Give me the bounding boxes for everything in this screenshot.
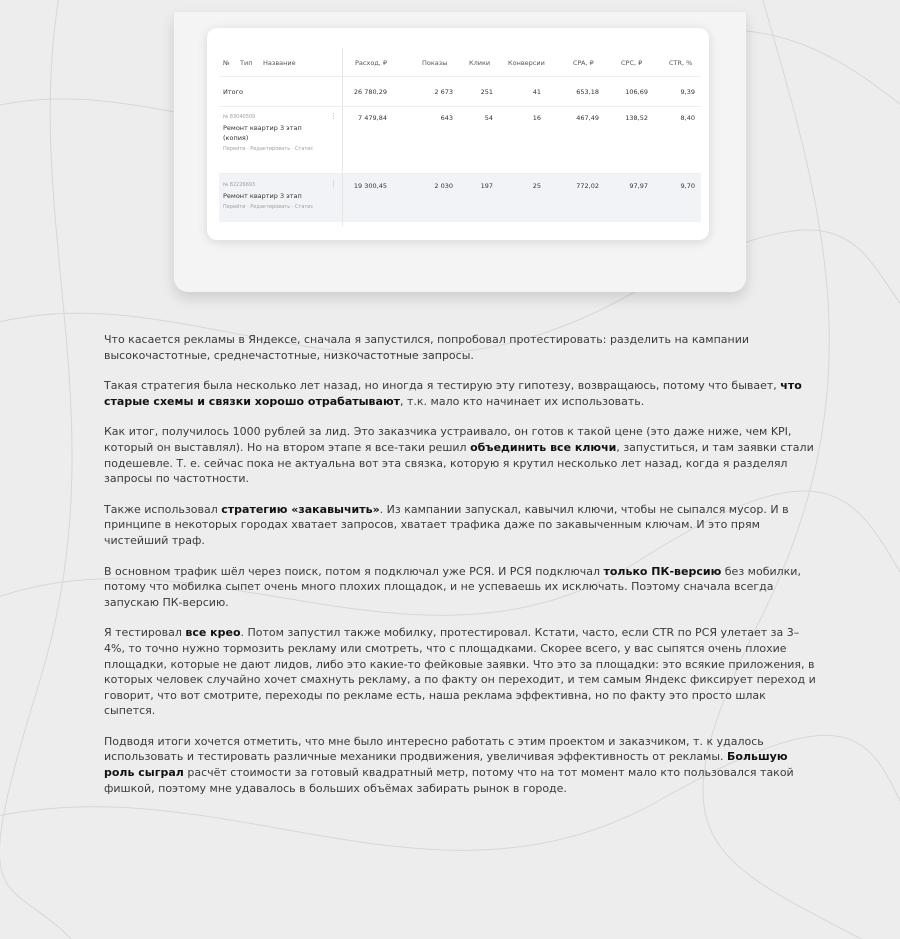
more-icon[interactable]: ⋮ — [330, 180, 337, 188]
article-body — [104, 332, 820, 811]
paragraph-text: , запуститься, и там заявки стали подешевле. Т. е. сейчас пока не актуальна вот эта связка, которую я крутил несколько лет назад, когда я разделял запросы по частотности. — [104, 440, 814, 486]
header-type[interactable]: Тип — [240, 59, 253, 67]
paragraph — [104, 424, 820, 486]
total-label: Итого — [223, 88, 244, 96]
header-divider — [219, 76, 701, 77]
header-clicks[interactable]: Клики — [469, 59, 491, 67]
header-conversions[interactable]: Конверсии — [508, 59, 545, 67]
row-divider — [219, 173, 701, 174]
total-ctr: 9,39 — [680, 88, 695, 96]
row-ctr: 8,40 — [680, 114, 695, 122]
header-spend[interactable]: Расход, ₽ — [355, 59, 388, 67]
paragraph-text: . Из кампании запускал, кавычил ключи, чтобы не сыпался мусор. И в принципе в некоторых городах хватает запросов, хватает трафика даже по закавыченным ключам. И это прям чистейший траф. — [104, 502, 789, 547]
paragraph-text: . Потом запустил также мобилку, протестировал. Кстати, часто, если CTR по РСЯ улетает за 3–4%, то точно нужно тормозить рекламу или смотреть, что с площадками. Скорее всего, у вас сыпятся очень плохие площадки, которые не дают лидов, либо это какие-то фейковые заявки. Что это за площадки: это всякие приложения, в которых человек случайно хочет смахнуть рекламу, а по факту он переходит, и тем самым Яндекс фиксирует переход и говорит, что вот смотрите, переходы по рекламе есть, наша реклама эффективна, но по факту это просто шлак сыпется. — [104, 626, 816, 718]
header-num: № — [223, 59, 230, 67]
paragraph — [104, 564, 820, 611]
campaign-id: № 82226693 — [223, 182, 256, 188]
campaign-id: № 83040509 — [223, 114, 256, 120]
campaign-name[interactable]: Ремонт квартир 3 этап — [223, 124, 302, 132]
paragraph-text: , т.к. мало кто начинает их использовать. — [400, 394, 645, 408]
row-conversions: 25 — [532, 182, 541, 190]
total-cpa: 653,18 — [576, 88, 599, 96]
paragraph-emphasis: стратегию «закавычить» — [221, 502, 380, 516]
row-impressions: 2 030 — [434, 182, 453, 190]
paragraph — [104, 378, 820, 409]
header-cpa[interactable]: CPA, ₽ — [573, 59, 594, 67]
paragraph-text: В основном трафик шёл через поиск, потом я подключал уже РСЯ. И РСЯ подключал — [104, 564, 604, 578]
row-clicks: 54 — [484, 114, 493, 122]
paragraph — [104, 625, 820, 719]
row-conversions: 16 — [532, 114, 541, 122]
paragraph — [104, 502, 820, 549]
paragraph-emphasis: Большую роль сыграл — [104, 750, 788, 780]
paragraph-text: Также использовал — [104, 502, 222, 516]
total-impressions: 2 673 — [434, 88, 453, 96]
header-impressions[interactable]: Показы — [422, 59, 448, 67]
row-spend: 7 479,84 — [358, 114, 387, 122]
paragraph-text: расчёт стоимости за готовый квадратный метр, потому что на тот момент мало кто пользовался такой фишкой, поэтому мне удавалось в больших объёмах забирать рынок в городе. — [104, 766, 794, 795]
paragraph-text: Что касается рекламы в Яндексе, сначала я запустился, попробовал протестировать: разделить на кампании высокочастотные, среднечастотные, низкочастотные запросы. — [104, 333, 750, 362]
paragraph-text: без мобилки, потому что мобилка сыпет очень много плохих площадок, и не успеваешь их исключать. Поэтому сначала всегда запускаю ПК-версию. — [104, 564, 801, 609]
campaign-stats-table — [207, 28, 709, 240]
more-icon[interactable]: ⋮ — [330, 112, 337, 120]
row-cpc: 138,52 — [625, 114, 648, 122]
campaign-actions[interactable]: Перейти · Редактировать · Статис — [223, 146, 314, 152]
row-ctr: 9,70 — [680, 182, 695, 190]
paragraph — [104, 332, 820, 363]
row-spend: 19 300,45 — [353, 182, 387, 190]
paragraph-emphasis: что старые схемы и связки хорошо отрабатывают — [104, 379, 802, 408]
paragraph — [104, 734, 820, 796]
campaign-name[interactable]: Ремонт квартир 3 этап — [223, 192, 302, 200]
row-cpa: 772,02 — [576, 182, 599, 190]
total-cpc: 106,69 — [625, 88, 648, 96]
paragraph-emphasis: только ПК-версию — [603, 564, 722, 578]
column-divider — [342, 48, 343, 226]
campaign-name-suffix: (копия) — [223, 134, 249, 142]
paragraph-text: Я тестировал — [104, 626, 186, 640]
total-divider — [219, 106, 701, 107]
total-clicks: 251 — [480, 88, 493, 96]
header-name[interactable]: Название — [263, 59, 296, 67]
row-cpc: 97,97 — [629, 182, 648, 190]
paragraph-text: Подводя итоги хочется отметить, что мне было интересно работать с этим проектом и заказчиком, т. к удалось использовать и тестировать различные механики продвижения, увеличивая эффективность от рекламы. — [104, 734, 764, 764]
paragraph-emphasis: все крео — [185, 626, 241, 640]
header-ctr[interactable]: CTR, % — [669, 59, 693, 67]
row-clicks: 197 — [480, 182, 493, 190]
row-cpa: 467,49 — [576, 114, 599, 122]
paragraph-text: Такая стратегия была несколько лет назад, но иногда я тестирую эту гипотезу, возвращаюсь, потому что бывает, — [104, 379, 781, 393]
total-spend: 26 780,29 — [353, 88, 387, 96]
row-impressions: 643 — [440, 114, 453, 122]
campaign-actions[interactable]: Перейти · Редактировать · Статис — [223, 204, 314, 210]
header-cpc[interactable]: CPC, ₽ — [621, 59, 643, 67]
total-conversions: 41 — [532, 88, 541, 96]
paragraph-emphasis: объединить все ключи — [470, 440, 617, 454]
paragraph-text: Как итог, получилось 1000 рублей за лид. Это заказчика устраивало, он готов к такой цене (это даже ниже, чем KPI, который он выставлял). Но на втором этапе я все-таки решил — [104, 425, 792, 454]
